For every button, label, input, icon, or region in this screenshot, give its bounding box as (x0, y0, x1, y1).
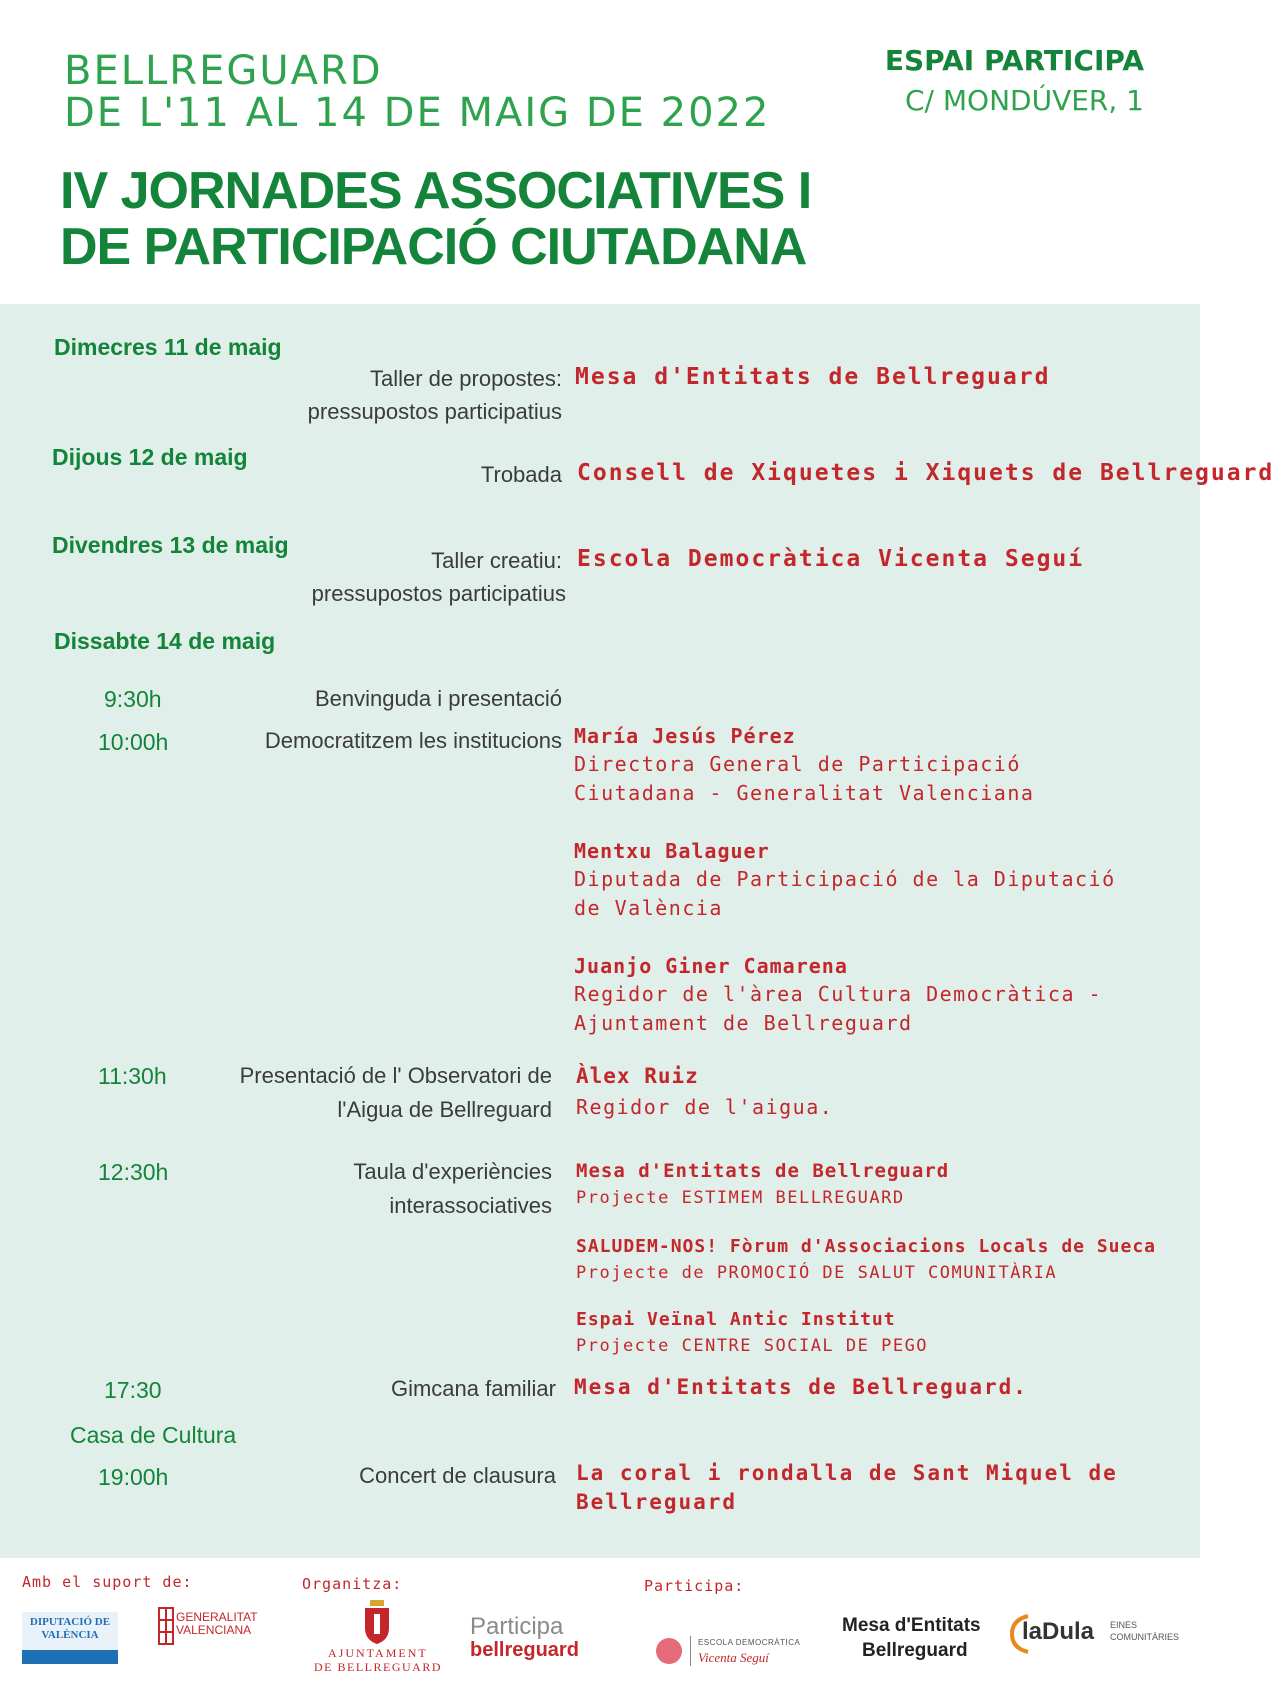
activity-observatori-line1: Presentació de l' Observatori de (239, 1063, 552, 1088)
program-section (0, 304, 1274, 1558)
experience-project-2: Projecte de PROMOCIÓ DE SALUT COMUNITÀRIA (576, 1263, 1058, 1283)
mesa-entitats-logo: Mesa d'Entitats Bellreguard (842, 1615, 981, 1661)
page-title-line1: IV JORNADES ASSOCIATIVES I (60, 162, 812, 220)
support-label: Amb el suport de: (22, 1573, 193, 1591)
activity-friday-line1: Taller creatiu: (431, 548, 562, 573)
activity-gimcana: Gimcana familiar (390, 1376, 556, 1401)
participant-label: Participa: (644, 1577, 745, 1595)
day-label-friday: Divendres 13 de maig (52, 532, 289, 558)
activity-observatori-line2: l'Aigua de Bellreguard (337, 1097, 552, 1122)
organizer-label: Organitza: (302, 1575, 403, 1593)
entity-wednesday: Mesa d'Entitats de Bellreguard (575, 364, 1051, 390)
escola-face-icon (656, 1638, 682, 1664)
generalitat-emblem-icon (156, 1606, 176, 1646)
experience-entity-1: Mesa d'Entitats de Bellreguard (576, 1160, 950, 1182)
entity-thursday: Consell de Xiquetes i Xiquets de Bellreguard (577, 460, 1274, 486)
time-0930: 9:30h (104, 686, 162, 712)
location-casa-cultura: Casa de Cultura (70, 1422, 237, 1448)
participa-logo: Participa bellreguard (470, 1613, 579, 1661)
activity-friday-line2: pressupostos participatius (311, 581, 566, 606)
experience-entity-2: SALUDEM-NOS! Fòrum d'Associacions Locals de Sueca (576, 1236, 1157, 1257)
ajuntament-logo: AJUNTAMENT DE BELLREGUARD (312, 1600, 442, 1680)
day-label-saturday: Dissabte 14 de maig (54, 628, 276, 654)
ladula-logo: laDula EINES COMUNITÀRIES (1008, 1612, 1180, 1662)
day-label-wednesday: Dimecres 11 de maig (54, 334, 282, 360)
entity-concert-line2: Bellreguard (576, 1490, 738, 1514)
entity-concert-line1: La coral i rondalla de Sant Miquel de (576, 1461, 1118, 1485)
speaker-name-4: Àlex Ruiz (576, 1064, 699, 1088)
speaker-name-3: Juanjo Giner Camarena (574, 954, 848, 978)
speaker-role-2b: de València (574, 896, 723, 920)
speaker-role-1a: Directora General de Participació (574, 752, 1021, 776)
activity-wednesday-line2: pressupostos participatius (307, 399, 562, 424)
venue-name: ESPAI PARTICIPA (884, 44, 1144, 77)
speaker-role-2a: Diputada de Participació de la Diputació (574, 867, 1116, 891)
activity-wednesday-line1: Taller de propostes: (370, 366, 562, 391)
page-title-line2: DE PARTICIPACIÓ CIUTADANA (60, 218, 807, 276)
speaker-role-1b: Ciutadana - Generalitat Valenciana (574, 781, 1035, 805)
ajuntament-shield-icon (362, 1600, 392, 1644)
time-1000: 10:00h (98, 729, 169, 755)
activity-taula-line2: interassociatives (389, 1193, 552, 1218)
time-1900: 19:00h (98, 1464, 169, 1490)
activity-concert: Concert de clausura (359, 1463, 556, 1488)
experience-project-3: Projecte CENTRE SOCIAL DE PEGO (576, 1336, 929, 1356)
time-1130: 11:30h (98, 1063, 167, 1089)
speaker-name-2: Mentxu Balaguer (574, 839, 770, 863)
activity-thursday: Trobada (480, 462, 562, 487)
venue-address: C/ MONDÚVER, 1 (905, 84, 1144, 117)
time-1730: 17:30 (104, 1377, 162, 1403)
experience-entity-3: Espai Veïnal Antic Institut (576, 1309, 896, 1330)
speaker-name-1: María Jesús Pérez (574, 724, 796, 748)
entity-gimcana: Mesa d'Entitats de Bellreguard. (574, 1375, 1028, 1399)
activity-democratitzem: Democratitzem les institucions (264, 728, 562, 753)
day-label-thursday: Dijous 12 de maig (52, 444, 248, 470)
speaker-role-4: Regidor de l'aigua. (576, 1095, 834, 1119)
activity-welcome: Benvinguda i presentació (314, 686, 562, 711)
activity-taula-line1: Taula d'experiències (353, 1159, 552, 1184)
entity-friday: Escola Democràtica Vicenta Seguí (577, 546, 1085, 572)
time-1230: 12:30h (98, 1159, 169, 1185)
event-city: BELLREGUARD (64, 48, 383, 94)
speaker-role-3a: Regidor de l'àrea Cultura Democràtica - (574, 982, 1103, 1006)
experience-project-1: Projecte ESTIMEM BELLREGUARD (576, 1188, 905, 1208)
event-dates: DE L'11 AL 14 DE MAIG DE 2022 (64, 90, 771, 136)
diputacio-logo: DIPUTACIÓ DE VALÈNCIA (22, 1612, 118, 1664)
speaker-role-3b: Ajuntament de Bellreguard (574, 1011, 913, 1035)
